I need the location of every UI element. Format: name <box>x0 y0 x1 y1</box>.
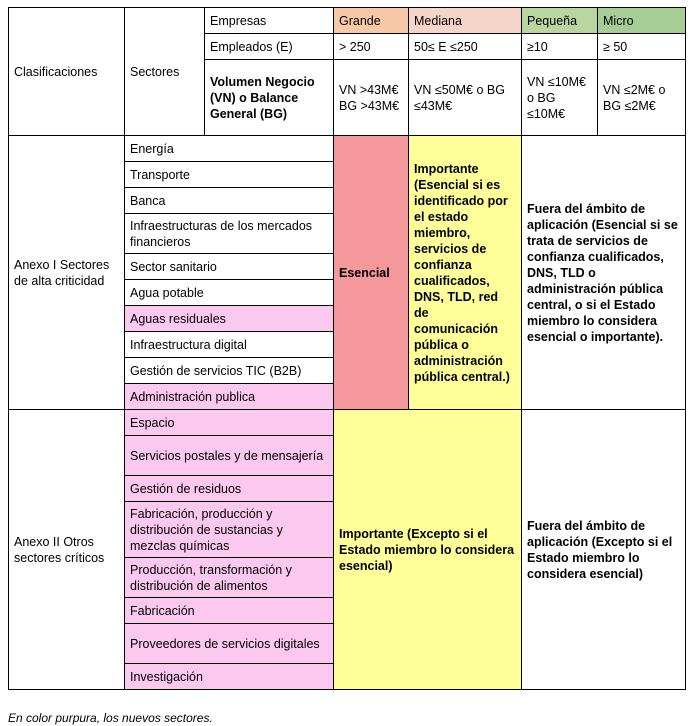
anexo1-pequena-micro: Fuera del ámbito de aplicación (Esencial si se trata de servicios de confianza cualificados, DNS, TLD o administración pública central, o si el Estado miembro lo considera esencial o importante). <box>522 136 686 410</box>
anexo2-pequena-micro: Fuera del ámbito de aplicación (Excepto si el Estado miembro lo considera esencial) <box>522 410 686 690</box>
volumen-label: Volumen Negocio (VN) o Balance General (BG) <box>205 60 334 136</box>
table-row <box>9 410 686 436</box>
anexo1-mediana: Importante (Esencial si es identificado por el estado miembro, servicios de confianza cualificados, DNS, TLD, red de comunicación pública o administración pública central.) <box>409 136 522 410</box>
anexo1-label: Anexo I Sectores de alta criticidad <box>9 136 125 410</box>
sector-name: Gestión de residuos <box>125 476 334 502</box>
table-row <box>9 136 686 162</box>
footnote: En color purpura, los nuevos sectores. <box>8 711 213 725</box>
col-micro: Micro <box>598 8 686 34</box>
sector-name: Espacio <box>125 410 334 436</box>
sector-name: Administración publica <box>125 384 334 410</box>
anexo1-grande: Esencial <box>334 136 409 410</box>
sector-rows <box>9 136 686 690</box>
empresas-label: Empresas <box>205 8 334 34</box>
anexo2-label: Anexo II Otros sectores críticos <box>9 410 125 690</box>
sector-name: Proveedores de servicios digitales <box>125 624 334 664</box>
sector-name: Banca <box>125 188 334 214</box>
col-pequena: Pequeña <box>522 8 598 34</box>
sector-name: Investigación <box>125 664 334 690</box>
volumen-mediana: VN ≤50M€ o BG ≤43M€ <box>409 60 522 136</box>
volumen-pequena: VN ≤10M€ o BG ≤10M€ <box>522 60 598 136</box>
sector-name: Gestión de servicios TIC (B2B) <box>125 358 334 384</box>
empleados-label: Empleados (E) <box>205 34 334 60</box>
sector-name: Aguas residuales <box>125 306 334 332</box>
empleados-mediana: 50≤ E ≤250 <box>409 34 522 60</box>
sector-name: Sector sanitario <box>125 254 334 280</box>
anexo2-grande-mediana: Importante (Excepto si el Estado miembro lo considera esencial) <box>334 410 522 690</box>
sector-name: Infraestructuras de los mercados financieros <box>125 214 334 254</box>
empleados-micro: ≥ 50 <box>598 34 686 60</box>
volumen-grande: VN >43M€ BG >43M€ <box>334 60 409 136</box>
sector-name: Producción, transformación y distribución de alimentos <box>125 558 334 598</box>
clasificaciones-header: Clasificaciones <box>9 8 125 136</box>
sector-name: Fabricación, producción y distribución de sustancias y mezclas químicas <box>125 502 334 558</box>
col-grande: Grande <box>334 8 409 34</box>
sector-name: Fabricación <box>125 598 334 624</box>
sector-name: Agua potable <box>125 280 334 306</box>
empleados-pequena: ≥10 <box>522 34 598 60</box>
sector-name: Infraestructura digital <box>125 332 334 358</box>
col-mediana: Mediana <box>409 8 522 34</box>
sectores-header: Sectores <box>125 8 205 136</box>
empleados-grande: > 250 <box>334 34 409 60</box>
sector-name: Energía <box>125 136 334 162</box>
sector-name: Transporte <box>125 162 334 188</box>
sector-name: Servicios postales y de mensajería <box>125 436 334 476</box>
classification-table <box>8 7 686 690</box>
volumen-micro: VN ≤2M€ o BG ≤2M€ <box>598 60 686 136</box>
